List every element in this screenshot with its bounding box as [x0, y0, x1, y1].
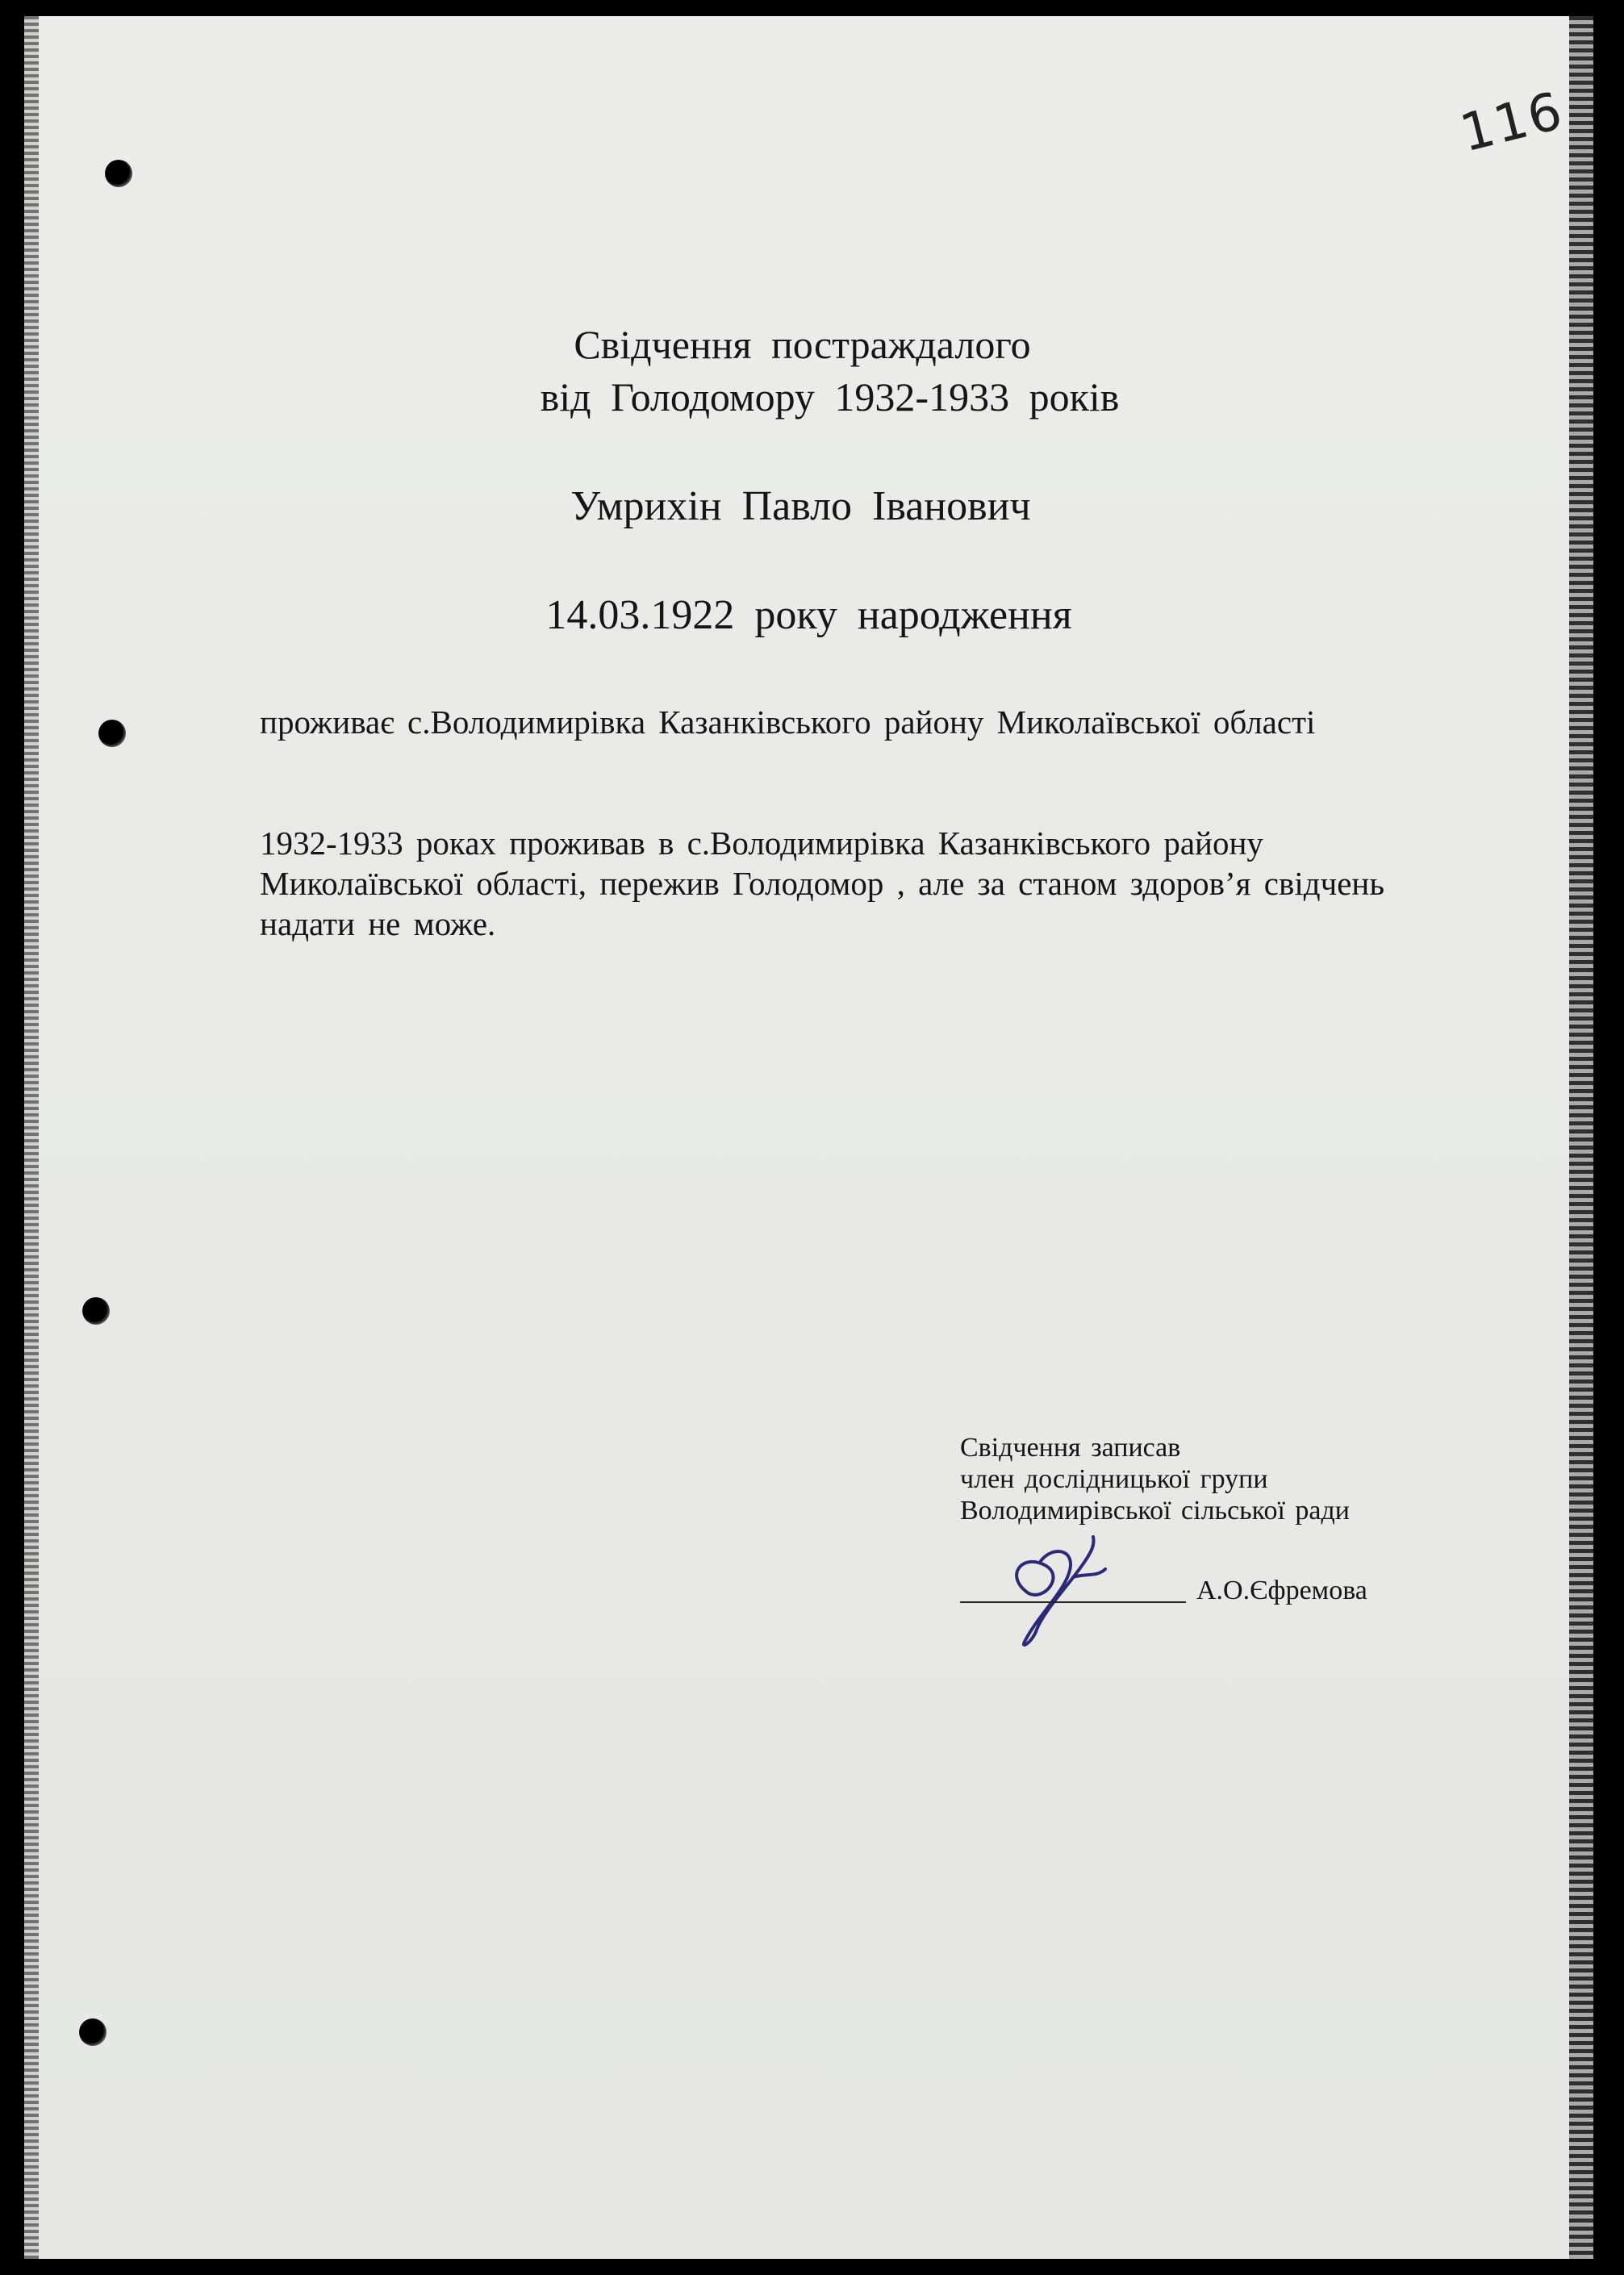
title-line-1: Свідчення постраждалого: [574, 322, 1031, 367]
handwritten-page-number: 116: [1454, 81, 1570, 165]
recorder-block: [960, 1432, 1350, 1526]
testimony-paragraph: 1932-1933 роках проживав в с.Володимирівка Казанківського району Миколаївської області, пережив Голодомор , але за станом здоров’я свідчень надати не може.: [260, 824, 1385, 942]
birth-date-line: 14.03.1922 року народження: [545, 592, 1072, 638]
recorder-line-2: член дослідницької групи: [960, 1464, 1268, 1494]
recorder-line-3: Володимирівської сільської ради: [960, 1496, 1350, 1526]
person-name: Умрихін Павло Іванович: [570, 483, 1031, 529]
punch-hole: [98, 720, 126, 747]
recorder-line-1: Свідчення записав: [960, 1433, 1181, 1463]
punch-hole: [82, 1297, 110, 1325]
recorder-name: А.О.Єфремова: [1196, 1576, 1367, 1605]
document-page: [24, 16, 1593, 2259]
punch-hole: [79, 2018, 106, 2046]
punch-hole: [105, 160, 132, 187]
title-line-2: від Голодомору 1932-1933 років: [540, 374, 1120, 420]
signature-icon: [996, 1529, 1142, 1650]
residence-paragraph: проживає с.Володимирівка Казанківського району Миколаївської області: [260, 703, 1316, 741]
signature-line: [960, 1601, 1186, 1603]
